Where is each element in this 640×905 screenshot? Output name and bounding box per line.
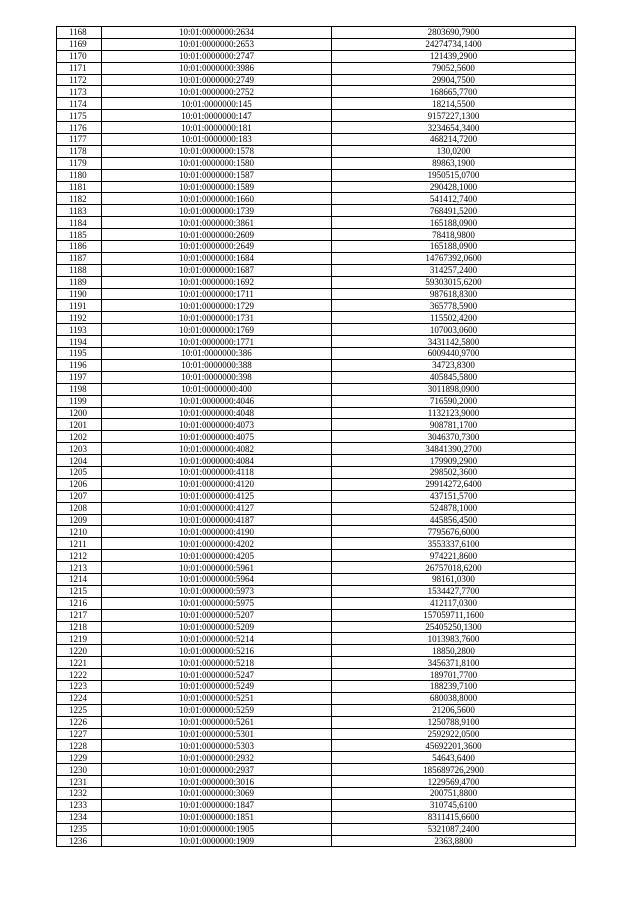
row-value-cell: 468214,7200 (332, 134, 576, 146)
row-value-cell: 3234654,3400 (332, 122, 576, 134)
row-number-cell: 1209 (57, 514, 102, 526)
table-row (57, 371, 576, 383)
table-row (57, 835, 576, 847)
row-number-cell: 1196 (57, 359, 102, 371)
cadastral-number-cell: 10:01:0000000:5259 (102, 704, 332, 716)
row-value-cell: 3011898,0900 (332, 383, 576, 395)
row-number-cell: 1198 (57, 383, 102, 395)
row-value-cell: 716590,2000 (332, 395, 576, 407)
row-number-cell: 1171 (57, 62, 102, 74)
table-row (57, 50, 576, 62)
table-row (57, 181, 576, 193)
cadastral-number-cell: 10:01:0000000:1905 (102, 823, 332, 835)
row-value-cell: 1229569,4700 (332, 776, 576, 788)
row-number-cell: 1214 (57, 573, 102, 585)
cadastral-number-cell: 10:01:0000000:4190 (102, 526, 332, 538)
table-row (57, 764, 576, 776)
table-row (57, 585, 576, 597)
row-number-cell: 1231 (57, 776, 102, 788)
table-row (57, 621, 576, 633)
row-value-cell: 290428,1000 (332, 181, 576, 193)
row-value-cell: 9157227,1300 (332, 110, 576, 122)
table-row (57, 205, 576, 217)
cadastral-number-cell: 10:01:0000000:4046 (102, 395, 332, 407)
row-value-cell: 405845,5800 (332, 371, 576, 383)
table-row (57, 455, 576, 467)
table-row (57, 799, 576, 811)
row-number-cell: 1215 (57, 585, 102, 597)
table-row (57, 157, 576, 169)
table-row (57, 407, 576, 419)
table-row (57, 264, 576, 276)
cadastral-number-cell: 10:01:0000000:4202 (102, 538, 332, 550)
row-number-cell: 1175 (57, 110, 102, 122)
row-value-cell: 26757018,6200 (332, 562, 576, 574)
cadastral-number-cell: 10:01:0000000:147 (102, 110, 332, 122)
cadastral-number-cell: 10:01:0000000:5303 (102, 740, 332, 752)
table-row (57, 419, 576, 431)
row-number-cell: 1191 (57, 300, 102, 312)
cadastral-number-cell: 10:01:0000000:2747 (102, 50, 332, 62)
row-number-cell: 1179 (57, 157, 102, 169)
row-number-cell: 1204 (57, 455, 102, 467)
cadastral-number-cell: 10:01:0000000:4187 (102, 514, 332, 526)
table-row (57, 573, 576, 585)
row-number-cell: 1185 (57, 229, 102, 241)
table-row (57, 217, 576, 229)
row-value-cell: 1132123,9000 (332, 407, 576, 419)
row-value-cell: 680038,8000 (332, 692, 576, 704)
cadastral-number-cell: 10:01:0000000:181 (102, 122, 332, 134)
row-number-cell: 1178 (57, 145, 102, 157)
cadastral-number-cell: 10:01:0000000:2653 (102, 38, 332, 50)
cadastral-number-cell: 10:01:0000000:2752 (102, 86, 332, 98)
table-row (57, 348, 576, 360)
table-row (57, 716, 576, 728)
row-value-cell: 200751,8800 (332, 788, 576, 800)
cadastral-number-cell: 10:01:0000000:1580 (102, 157, 332, 169)
row-number-cell: 1200 (57, 407, 102, 419)
table-row (57, 134, 576, 146)
table-row (57, 752, 576, 764)
cadastral-number-cell: 10:01:0000000:4120 (102, 478, 332, 490)
row-value-cell: 34841390,2700 (332, 443, 576, 455)
row-number-cell: 1212 (57, 550, 102, 562)
table-row (57, 27, 576, 39)
row-value-cell: 3431142,5800 (332, 336, 576, 348)
row-value-cell: 25405250,1300 (332, 621, 576, 633)
table-row (57, 562, 576, 574)
table-row (57, 811, 576, 823)
row-number-cell: 1224 (57, 692, 102, 704)
cadastral-number-cell: 10:01:0000000:4073 (102, 419, 332, 431)
row-value-cell: 298502,3600 (332, 466, 576, 478)
row-value-cell: 987618,8300 (332, 288, 576, 300)
row-value-cell: 98161,0300 (332, 573, 576, 585)
cadastral-number-cell: 10:01:0000000:5301 (102, 728, 332, 740)
row-number-cell: 1197 (57, 371, 102, 383)
table-row (57, 300, 576, 312)
row-value-cell: 24274734,1400 (332, 38, 576, 50)
cadastral-number-cell: 10:01:0000000:5207 (102, 609, 332, 621)
row-value-cell: 1250788,9100 (332, 716, 576, 728)
table-row (57, 490, 576, 502)
cadastral-number-cell: 10:01:0000000:5975 (102, 597, 332, 609)
row-number-cell: 1223 (57, 680, 102, 692)
cadastral-number-cell: 10:01:0000000:1660 (102, 193, 332, 205)
row-value-cell: 445856,4500 (332, 514, 576, 526)
table-row (57, 336, 576, 348)
row-number-cell: 1186 (57, 241, 102, 253)
cadastral-number-cell: 10:01:0000000:4082 (102, 443, 332, 455)
cadastral-number-cell: 10:01:0000000:4205 (102, 550, 332, 562)
cadastral-number-cell: 10:01:0000000:4048 (102, 407, 332, 419)
table-row (57, 645, 576, 657)
row-number-cell: 1195 (57, 348, 102, 360)
cadastral-number-cell: 10:01:0000000:4118 (102, 466, 332, 478)
row-value-cell: 130,0200 (332, 145, 576, 157)
row-number-cell: 1194 (57, 336, 102, 348)
row-value-cell: 437151,5700 (332, 490, 576, 502)
row-number-cell: 1234 (57, 811, 102, 823)
cadastral-number-cell: 10:01:0000000:5218 (102, 657, 332, 669)
row-number-cell: 1174 (57, 98, 102, 110)
row-number-cell: 1177 (57, 134, 102, 146)
row-value-cell: 59303015,6200 (332, 276, 576, 288)
table-row (57, 740, 576, 752)
cadastral-number-cell: 10:01:0000000:400 (102, 383, 332, 395)
cadastral-number-cell: 10:01:0000000:183 (102, 134, 332, 146)
table-row (57, 609, 576, 621)
table-row (57, 443, 576, 455)
cadastral-number-cell: 10:01:0000000:1589 (102, 181, 332, 193)
table-row (57, 395, 576, 407)
table-row (57, 324, 576, 336)
row-value-cell: 185689726,2900 (332, 764, 576, 776)
table-row (57, 704, 576, 716)
table-row (57, 550, 576, 562)
cadastral-number-cell: 10:01:0000000:1587 (102, 169, 332, 181)
cadastral-number-cell: 10:01:0000000:2649 (102, 241, 332, 253)
cadastral-number-cell: 10:01:0000000:4075 (102, 431, 332, 443)
row-number-cell: 1192 (57, 312, 102, 324)
table-row (57, 823, 576, 835)
row-value-cell: 107003,0600 (332, 324, 576, 336)
row-value-cell: 974221,8600 (332, 550, 576, 562)
row-value-cell: 541412,7400 (332, 193, 576, 205)
cadastral-number-cell: 10:01:0000000:2937 (102, 764, 332, 776)
table-row (57, 597, 576, 609)
row-value-cell: 1013983,7600 (332, 633, 576, 645)
row-value-cell: 7795676,6000 (332, 526, 576, 538)
table-row (57, 526, 576, 538)
row-value-cell: 18850,2800 (332, 645, 576, 657)
cadastral-number-cell: 10:01:0000000:1909 (102, 835, 332, 847)
row-value-cell: 29914272,6400 (332, 478, 576, 490)
row-value-cell: 79052,5600 (332, 62, 576, 74)
row-number-cell: 1219 (57, 633, 102, 645)
cadastral-number-cell: 10:01:0000000:5209 (102, 621, 332, 633)
cadastral-number-cell: 10:01:0000000:2609 (102, 229, 332, 241)
row-value-cell: 310745,6100 (332, 799, 576, 811)
cadastral-number-cell: 10:01:0000000:1711 (102, 288, 332, 300)
row-number-cell: 1221 (57, 657, 102, 669)
row-number-cell: 1184 (57, 217, 102, 229)
row-value-cell: 157059711,1600 (332, 609, 576, 621)
row-number-cell: 1181 (57, 181, 102, 193)
table-row (57, 229, 576, 241)
cadastral-number-cell: 10:01:0000000:4127 (102, 502, 332, 514)
cadastral-number-cell: 10:01:0000000:1684 (102, 252, 332, 264)
cadastral-number-cell: 10:01:0000000:1692 (102, 276, 332, 288)
row-number-cell: 1235 (57, 823, 102, 835)
cadastral-number-cell: 10:01:0000000:5961 (102, 562, 332, 574)
row-value-cell: 165188,0900 (332, 217, 576, 229)
row-value-cell: 3456371,8100 (332, 657, 576, 669)
row-value-cell: 168665,7700 (332, 86, 576, 98)
cadastral-number-cell: 10:01:0000000:1731 (102, 312, 332, 324)
table-row (57, 193, 576, 205)
row-value-cell: 3046370,7300 (332, 431, 576, 443)
cadastral-number-cell: 10:01:0000000:3986 (102, 62, 332, 74)
cadastral-number-cell: 10:01:0000000:1771 (102, 336, 332, 348)
cadastral-number-cell: 10:01:0000000:1578 (102, 145, 332, 157)
table-row (57, 692, 576, 704)
row-value-cell: 8311415,6600 (332, 811, 576, 823)
row-number-cell: 1188 (57, 264, 102, 276)
row-value-cell: 45692201,3600 (332, 740, 576, 752)
table-row (57, 788, 576, 800)
table-row (57, 169, 576, 181)
row-value-cell: 115502,4200 (332, 312, 576, 324)
table-row (57, 288, 576, 300)
cadastral-number-cell: 10:01:0000000:5251 (102, 692, 332, 704)
row-number-cell: 1180 (57, 169, 102, 181)
row-value-cell: 1534427,7700 (332, 585, 576, 597)
table-row (57, 252, 576, 264)
cadastral-number-cell: 10:01:0000000:5973 (102, 585, 332, 597)
cadastral-number-cell: 10:01:0000000:2932 (102, 752, 332, 764)
row-value-cell: 29904,7500 (332, 74, 576, 86)
row-number-cell: 1172 (57, 74, 102, 86)
table-row (57, 669, 576, 681)
cadastral-number-cell: 10:01:0000000:5247 (102, 669, 332, 681)
row-value-cell: 179909,2900 (332, 455, 576, 467)
row-number-cell: 1233 (57, 799, 102, 811)
cadastral-number-cell: 10:01:0000000:145 (102, 98, 332, 110)
row-number-cell: 1199 (57, 395, 102, 407)
cadastral-number-cell: 10:01:0000000:3861 (102, 217, 332, 229)
cadastral-number-cell: 10:01:0000000:5214 (102, 633, 332, 645)
row-number-cell: 1230 (57, 764, 102, 776)
row-number-cell: 1176 (57, 122, 102, 134)
row-value-cell: 2803690,7900 (332, 27, 576, 39)
row-number-cell: 1208 (57, 502, 102, 514)
row-number-cell: 1205 (57, 466, 102, 478)
table-row (57, 74, 576, 86)
row-value-cell: 14767392,0600 (332, 252, 576, 264)
row-value-cell: 121439,2900 (332, 50, 576, 62)
row-number-cell: 1210 (57, 526, 102, 538)
row-number-cell: 1236 (57, 835, 102, 847)
cadastral-number-cell: 10:01:0000000:1687 (102, 264, 332, 276)
row-number-cell: 1183 (57, 205, 102, 217)
table-row (57, 431, 576, 443)
table-row (57, 110, 576, 122)
table-row (57, 312, 576, 324)
row-number-cell: 1218 (57, 621, 102, 633)
row-number-cell: 1189 (57, 276, 102, 288)
row-number-cell: 1229 (57, 752, 102, 764)
cadastral-number-cell: 10:01:0000000:5964 (102, 573, 332, 585)
row-number-cell: 1227 (57, 728, 102, 740)
row-number-cell: 1187 (57, 252, 102, 264)
cadastral-number-cell: 10:01:0000000:5261 (102, 716, 332, 728)
row-number-cell: 1169 (57, 38, 102, 50)
row-number-cell: 1216 (57, 597, 102, 609)
table-row (57, 62, 576, 74)
row-number-cell: 1207 (57, 490, 102, 502)
table-row (57, 478, 576, 490)
row-value-cell: 34723,8300 (332, 359, 576, 371)
row-value-cell: 768491,5200 (332, 205, 576, 217)
cadastral-number-cell: 10:01:0000000:4084 (102, 455, 332, 467)
cadastral-number-cell: 10:01:0000000:1729 (102, 300, 332, 312)
row-value-cell: 524878,1000 (332, 502, 576, 514)
table-row (57, 359, 576, 371)
row-value-cell: 3553337,6100 (332, 538, 576, 550)
cadastral-number-cell: 10:01:0000000:1769 (102, 324, 332, 336)
row-value-cell: 412117,0300 (332, 597, 576, 609)
row-value-cell: 2363,8800 (332, 835, 576, 847)
row-value-cell: 21206,5600 (332, 704, 576, 716)
row-value-cell: 365778,5900 (332, 300, 576, 312)
row-value-cell: 18214,5500 (332, 98, 576, 110)
cadastral-number-cell: 10:01:0000000:5249 (102, 680, 332, 692)
data-table (56, 26, 576, 847)
table-row (57, 680, 576, 692)
row-value-cell: 188239,7100 (332, 680, 576, 692)
table-row (57, 514, 576, 526)
row-number-cell: 1220 (57, 645, 102, 657)
row-number-cell: 1225 (57, 704, 102, 716)
cadastral-number-cell: 10:01:0000000:5216 (102, 645, 332, 657)
row-number-cell: 1202 (57, 431, 102, 443)
table-row (57, 383, 576, 395)
row-number-cell: 1190 (57, 288, 102, 300)
row-number-cell: 1222 (57, 669, 102, 681)
row-number-cell: 1211 (57, 538, 102, 550)
row-number-cell: 1168 (57, 27, 102, 39)
row-value-cell: 78418,9800 (332, 229, 576, 241)
row-number-cell: 1232 (57, 788, 102, 800)
cadastral-number-cell: 10:01:0000000:1847 (102, 799, 332, 811)
row-number-cell: 1201 (57, 419, 102, 431)
table-row (57, 98, 576, 110)
row-value-cell: 1950515,0700 (332, 169, 576, 181)
table-row (57, 633, 576, 645)
row-number-cell: 1203 (57, 443, 102, 455)
table-row (57, 466, 576, 478)
cadastral-number-cell: 10:01:0000000:1851 (102, 811, 332, 823)
table-row (57, 38, 576, 50)
row-value-cell: 314257,2400 (332, 264, 576, 276)
row-value-cell: 5321087,2400 (332, 823, 576, 835)
table-body (57, 27, 576, 847)
row-number-cell: 1170 (57, 50, 102, 62)
table-row (57, 776, 576, 788)
row-number-cell: 1228 (57, 740, 102, 752)
cadastral-number-cell: 10:01:0000000:4125 (102, 490, 332, 502)
cadastral-number-cell: 10:01:0000000:2749 (102, 74, 332, 86)
row-number-cell: 1193 (57, 324, 102, 336)
row-value-cell: 189701,7700 (332, 669, 576, 681)
cadastral-number-cell: 10:01:0000000:1739 (102, 205, 332, 217)
table-row (57, 502, 576, 514)
cadastral-number-cell: 10:01:0000000:386 (102, 348, 332, 360)
row-value-cell: 54643,6400 (332, 752, 576, 764)
table-row (57, 657, 576, 669)
cadastral-number-cell: 10:01:0000000:3069 (102, 788, 332, 800)
row-value-cell: 6009440,9700 (332, 348, 576, 360)
table-row (57, 728, 576, 740)
cadastral-number-cell: 10:01:0000000:2634 (102, 27, 332, 39)
cadastral-number-cell: 10:01:0000000:3016 (102, 776, 332, 788)
table-row (57, 86, 576, 98)
row-number-cell: 1217 (57, 609, 102, 621)
row-number-cell: 1226 (57, 716, 102, 728)
row-value-cell: 908781,1700 (332, 419, 576, 431)
table-row (57, 276, 576, 288)
table-row (57, 122, 576, 134)
row-value-cell: 89863,1900 (332, 157, 576, 169)
row-value-cell: 2592922,0500 (332, 728, 576, 740)
row-number-cell: 1213 (57, 562, 102, 574)
table-row (57, 241, 576, 253)
table-row (57, 538, 576, 550)
row-number-cell: 1173 (57, 86, 102, 98)
cadastral-number-cell: 10:01:0000000:398 (102, 371, 332, 383)
row-value-cell: 165188,0900 (332, 241, 576, 253)
table-row (57, 145, 576, 157)
row-number-cell: 1206 (57, 478, 102, 490)
row-number-cell: 1182 (57, 193, 102, 205)
cadastral-number-cell: 10:01:0000000:388 (102, 359, 332, 371)
